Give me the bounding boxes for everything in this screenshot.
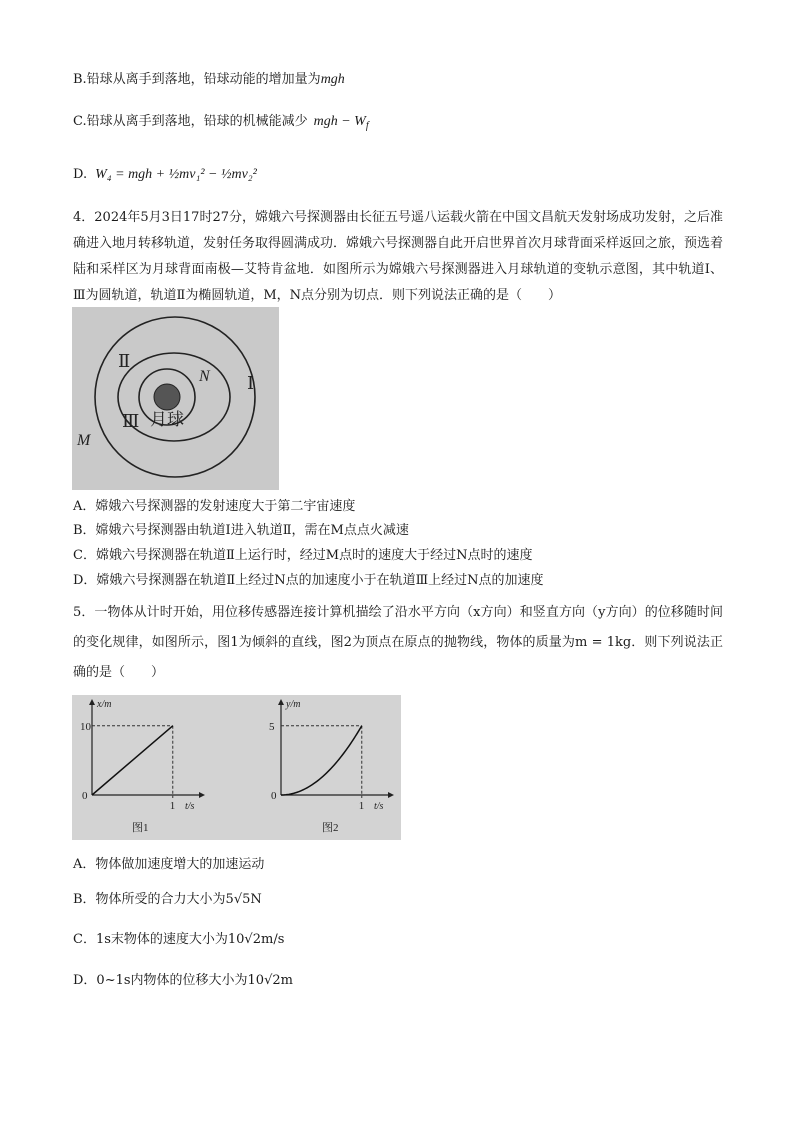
graph1-ylabel: x/m (97, 699, 112, 710)
q3-option-b-math: mgh (320, 72, 345, 87)
q3-option-c-math: mgh − W (313, 114, 366, 129)
label-orbit-III: Ⅲ (122, 411, 140, 431)
q4-option-c: C．嫦娥六号探测器在轨道Ⅱ上运行时，经过M点时的速度大于经过N点时的速度 (73, 548, 533, 563)
q5-figure-background (72, 695, 401, 840)
graph1-xlabel: t/s (185, 801, 195, 812)
q3-option-c-sub: f (365, 120, 369, 132)
q4-option-b: B．嫦娥六号探测器由轨道Ⅰ进入轨道Ⅱ，需在M点点火减速 (73, 523, 409, 538)
graph2-ytick: 5 (269, 720, 275, 733)
graph1-origin: 0 (82, 790, 88, 802)
q5-option-c: C．1s末物体的速度大小为10√2m/s (73, 932, 285, 947)
q5-figure (72, 695, 401, 840)
q5-option-d: D．0~1s内物体的位移大小为10√2m (73, 973, 293, 988)
q3-option-b (73, 70, 345, 90)
label-orbit-II: Ⅱ (118, 351, 131, 371)
q5-option-b: B．物体所受的合力大小为5√5N (73, 892, 262, 907)
graph2-xtick: 1 (358, 800, 365, 812)
graph2-xlabel: t/s (374, 801, 384, 812)
label-orbit-I: Ⅰ (247, 373, 255, 393)
moon-body (154, 384, 180, 410)
label-point-N: N (199, 368, 210, 385)
q4-orbit-figure (72, 307, 279, 490)
orbit-diagram (72, 307, 279, 490)
graph1-xtick: 1 (169, 800, 176, 812)
graph2-ylabel: y/m (286, 699, 301, 710)
q4-option-d: D．嫦娥六号探测器在轨道Ⅱ上经过N点的加速度小于在轨道Ⅲ上经过N点的加速度 (73, 573, 544, 588)
label-point-M: M (77, 432, 91, 449)
q5-graphs (72, 695, 401, 840)
q4-option-a: A．嫦娥六号探测器的发射速度大于第二宇宙速度 (73, 499, 356, 514)
q3-option-d (73, 165, 257, 185)
label-moon: 月球 (150, 410, 184, 429)
q3-option-c (73, 112, 369, 137)
graph2-origin: 0 (271, 790, 277, 802)
q3-option-d-math: W₄ = mgh + ½mv₁² − ½mv₂² (95, 167, 257, 182)
q4-stem: 4．2024年5月3日17时27分，嫦娥六号探测器由长征五号遥八运载火箭在中国文昌航天发射场成功发射，之后准确进入地月转移轨道，发射任务取得圆满成功．嫦娥六号探测器自此开启世界首次月球背面采样返回之旅，预选着陆和采样区为月球背面南极—艾特肯盆地．如图所示为嫦娥六号探测器进入月球轨道的变轨示意图，其中轨道Ⅰ、Ⅲ为圆轨道，轨道Ⅱ为椭圆轨道，M，N点分别为切点．则下列说法正确的是（ ） (73, 210, 724, 303)
q5-option-a: A．物体做加速度增大的加速运动 (73, 857, 265, 872)
graph1-caption: 图1 (132, 822, 149, 834)
graph2-caption: 图2 (322, 822, 339, 834)
graph1-ytick: 10 (80, 720, 91, 733)
q3-option-d-text: D. (73, 167, 88, 182)
q5-stem: 5．一物体从计时开始，用位移传感器连接计算机描绘了沿水平方向（x方向）和竖直方向（y方向）的位移随时间的变化规律，如图所示，图1为倾斜的直线，图2为顶点在原点的抛物线，物体的质量为m = 1kg．则下列说法正确的是（ ） (73, 605, 723, 680)
q3-option-b-text: B.铅球从离手到落地，铅球动能的增加量为 (73, 72, 321, 87)
q3-option-c-text: C.铅球从离手到落地，铅球的机械能减少 (73, 114, 308, 129)
